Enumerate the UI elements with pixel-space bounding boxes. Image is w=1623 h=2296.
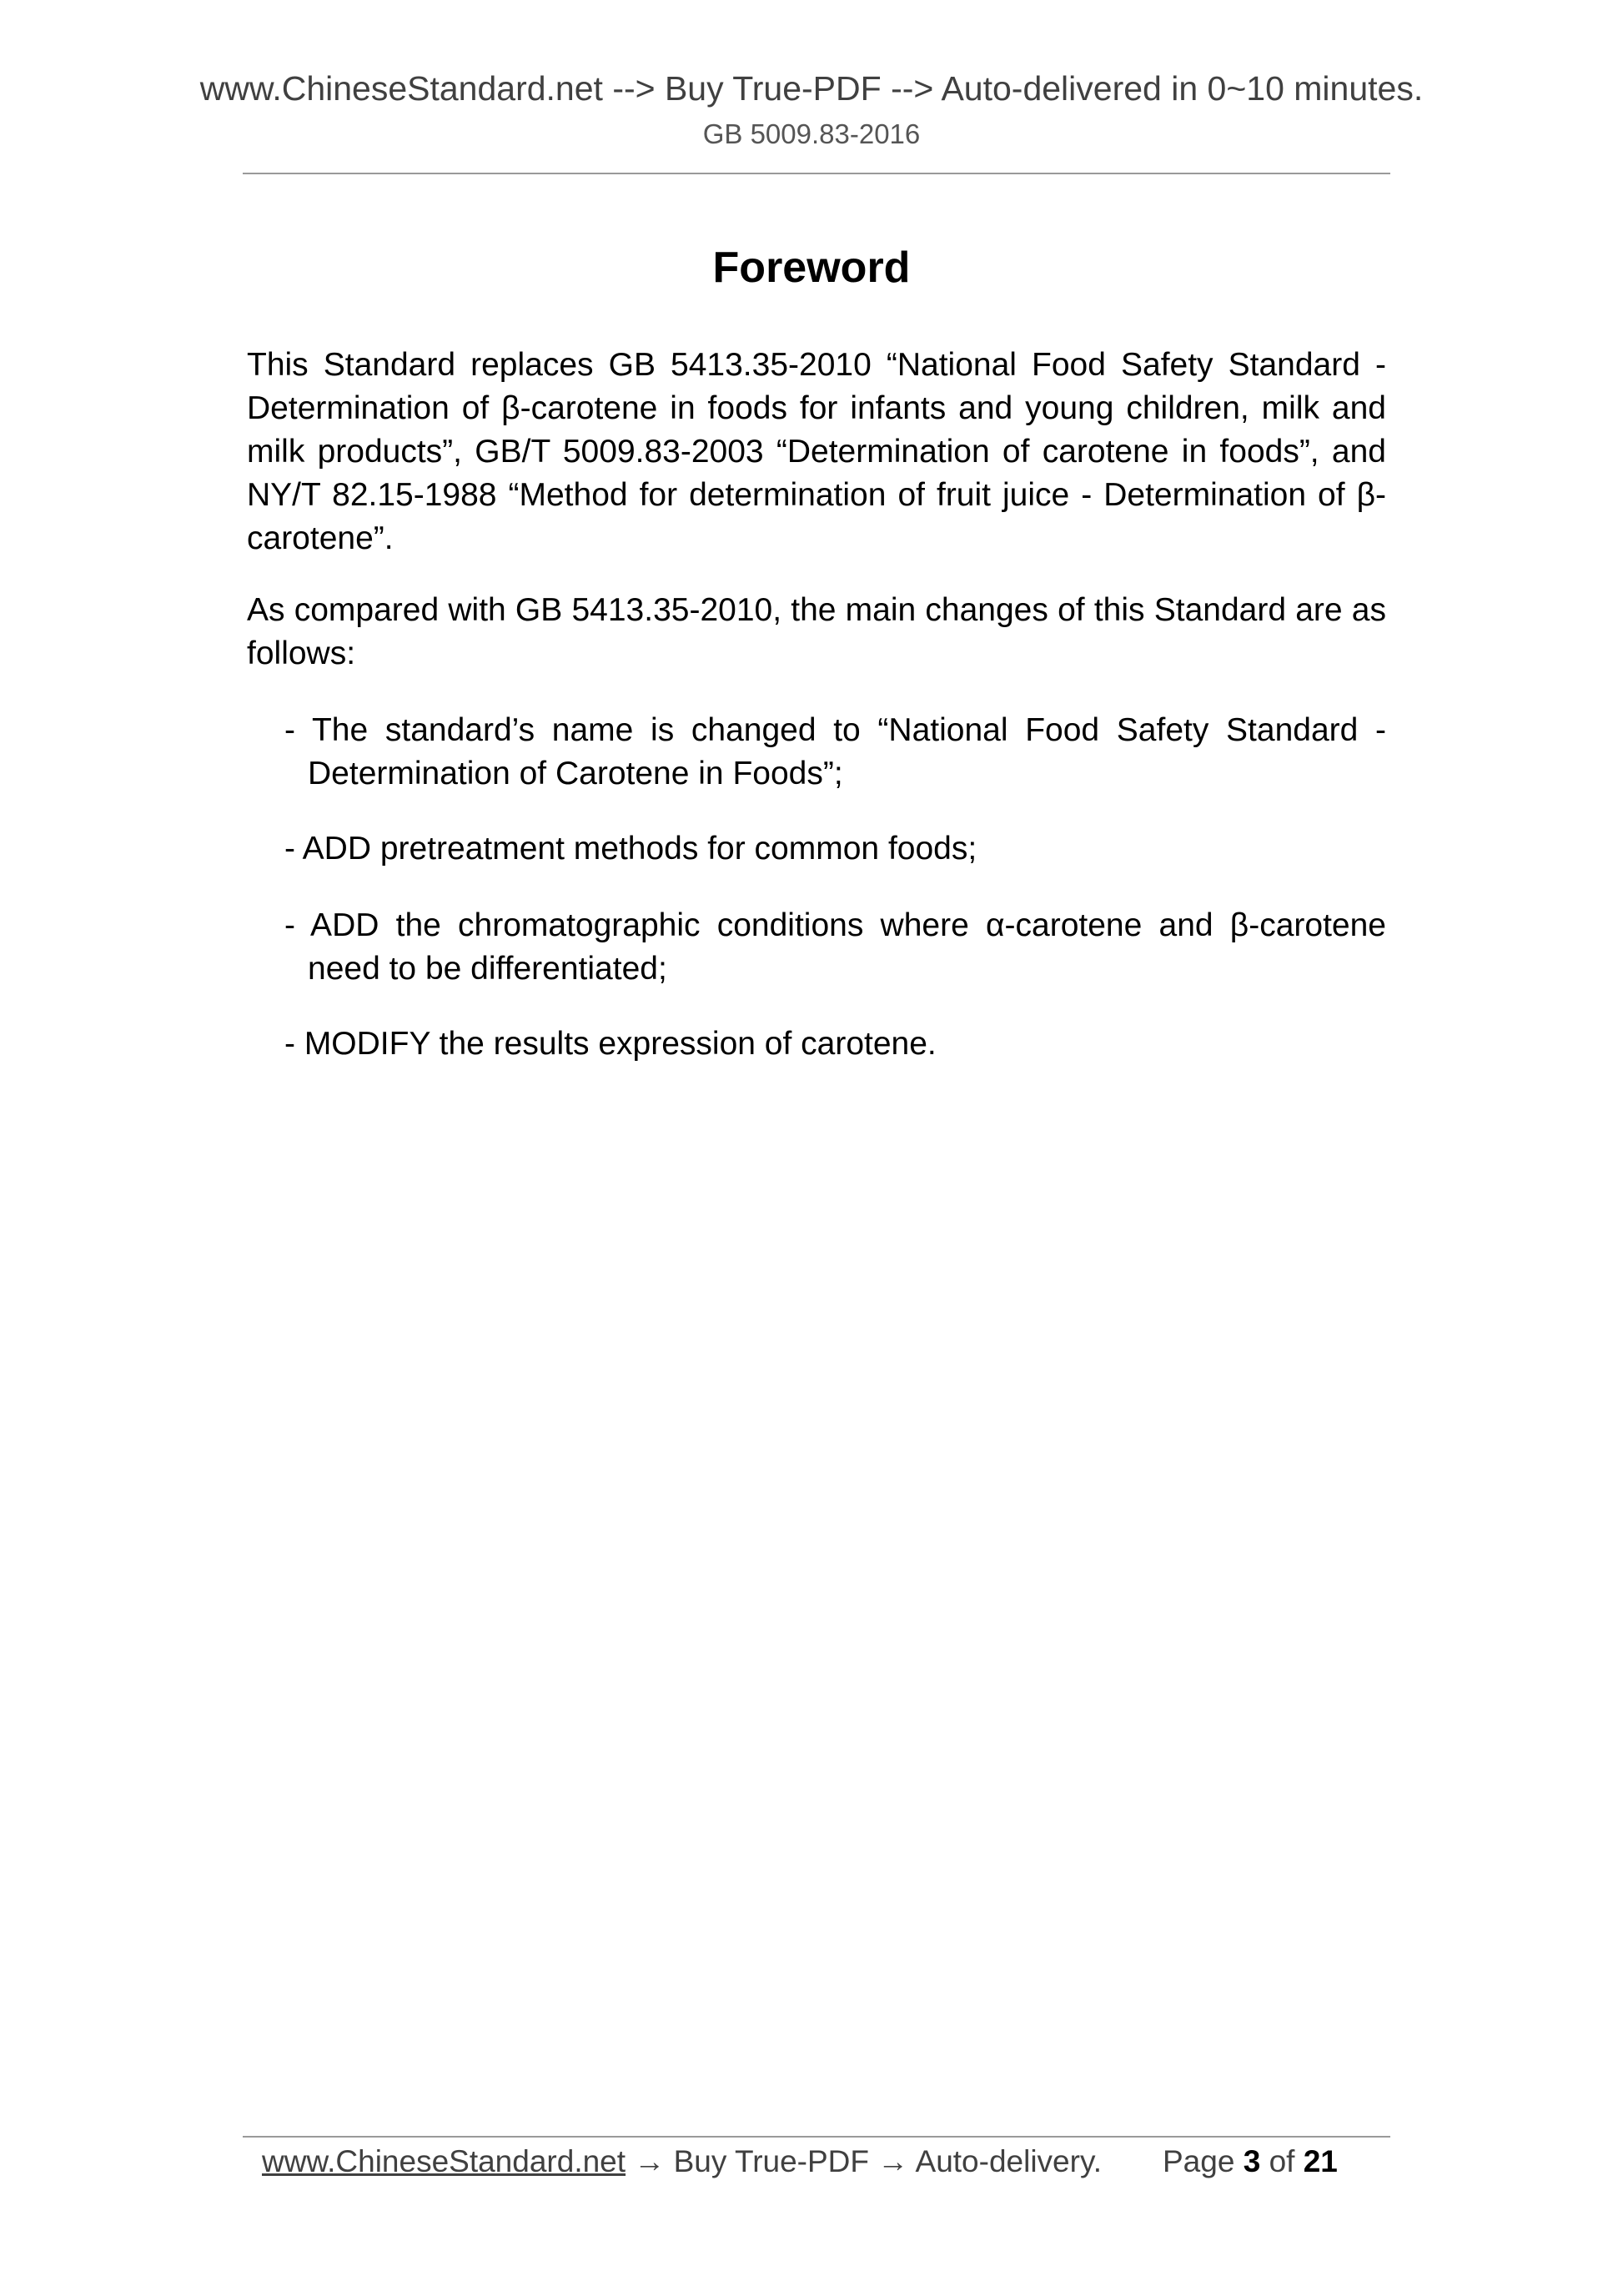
page-indicator	[1163, 2140, 1338, 2183]
foreword-paragraph-replaces: This Standard replaces GB 5413.35-2010 “National Food Safety Standard - Determination of β-carotene in foods for infants and young children, milk and milk products”, GB/T 5009.83-2003 “Determination of carotene in foods”, and NY/T 82.15-1988 “Method for determination of fruit juice - Determination of β-carotene”.	[247, 347, 1386, 556]
list-item: - MODIFY the results expression of carotene.	[284, 1026, 937, 1062]
foreword-paragraph-comparison: As compared with GB 5413.35-2010, the main changes of this Standard are as follows:	[247, 592, 1386, 671]
header-banner: www.ChineseStandard.net --> Buy True-PDF --> Auto-delivered in 0~10 minutes.	[199, 69, 1424, 108]
list-item: - The standard’s name is changed to “National Food Safety Standard - Determination of Carotene in Foods”;	[284, 712, 1386, 791]
header-divider	[243, 173, 1390, 174]
page-footer	[262, 2140, 1379, 2183]
footer-tagline: → Buy True-PDF → Auto-delivery.	[626, 2144, 1102, 2178]
page-number: 3	[1243, 2144, 1261, 2178]
footer-divider	[243, 2136, 1390, 2138]
of-label: of	[1269, 2144, 1295, 2178]
page-title: Foreword	[712, 244, 911, 292]
list-item: - ADD pretreatment methods for common foods;	[284, 831, 977, 867]
document-code: GB 5009.83-2016	[702, 118, 921, 149]
footer-site-link[interactable]: www.ChineseStandard.net	[262, 2144, 626, 2178]
page-label: Page	[1163, 2144, 1235, 2178]
total-pages: 21	[1303, 2144, 1338, 2178]
list-item: - ADD the chromatographic conditions where α-carotene and β-carotene need to be differentiated;	[284, 907, 1386, 987]
